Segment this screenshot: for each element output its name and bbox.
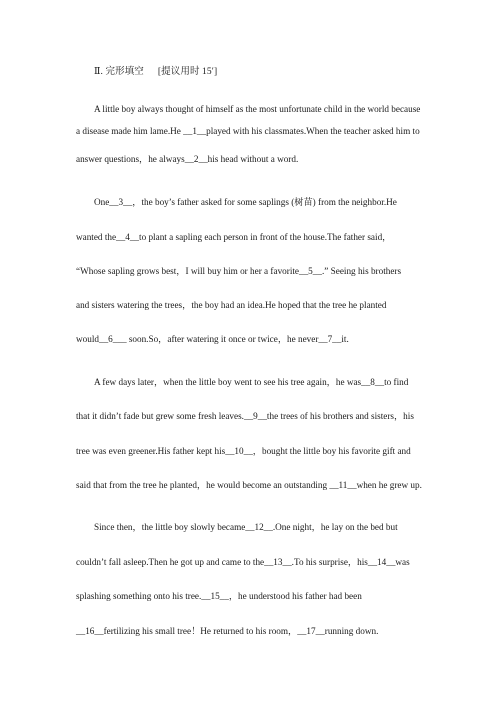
passage-line: answer questions，he always__2__his head without a word. (76, 154, 299, 164)
passage-line: A few days later，when the little boy went to see his tree again，he was__8__to find (94, 377, 409, 387)
passage-line: tree was even greener.His father kept his__10__，bought the little boy his favorite gift and (76, 446, 411, 456)
passage-line: a disease made him lame.He __1__played with his classmates.When the teacher asked him to (76, 126, 420, 136)
section-title: Ⅱ. 完形填空 (94, 67, 144, 77)
passage-line: Since then，the little boy slowly became__12__.One night，he lay on the bed but (94, 522, 398, 532)
passage-line: splashing something onto his tree.__15__，he understood his father had been (76, 591, 362, 601)
passage-line: __16__fertilizing his small tree！He returned to his room，__17__running down. (76, 626, 379, 636)
passage-line: couldn’t fall asleep.Then he got up and came to the__13__.To his surprise，his__14__was (76, 557, 410, 567)
section-heading (94, 63, 217, 77)
passage-line: A little boy always thought of himself as the most unfortunate child in the world because (94, 104, 421, 114)
passage-line: and sisters watering the trees，the boy had an idea.He hoped that the tree he planted (76, 300, 387, 310)
time-hint: [提议用时 15′] (157, 67, 218, 77)
passage-line: would__6___ soon.So，after watering it once or twice，he never__7__it. (76, 334, 349, 344)
passage-line: said that from the tree he planted，he would become an outstanding __11__when he grew up. (76, 480, 422, 490)
passage-line: wanted the__4__to plant a sapling each person in front of the house.The father said， (76, 232, 392, 242)
passage-line: “Whose sapling grows best，I will buy him or her a favorite__5__.” Seeing his brothers (76, 266, 402, 276)
passage-line: One__3__，the boy’s father asked for some saplings (树苗) from the neighbor.He (94, 197, 397, 207)
passage-line: that it didn’t fade but grew some fresh leaves.__9__the trees of his brothers and sisters，his (76, 411, 414, 421)
